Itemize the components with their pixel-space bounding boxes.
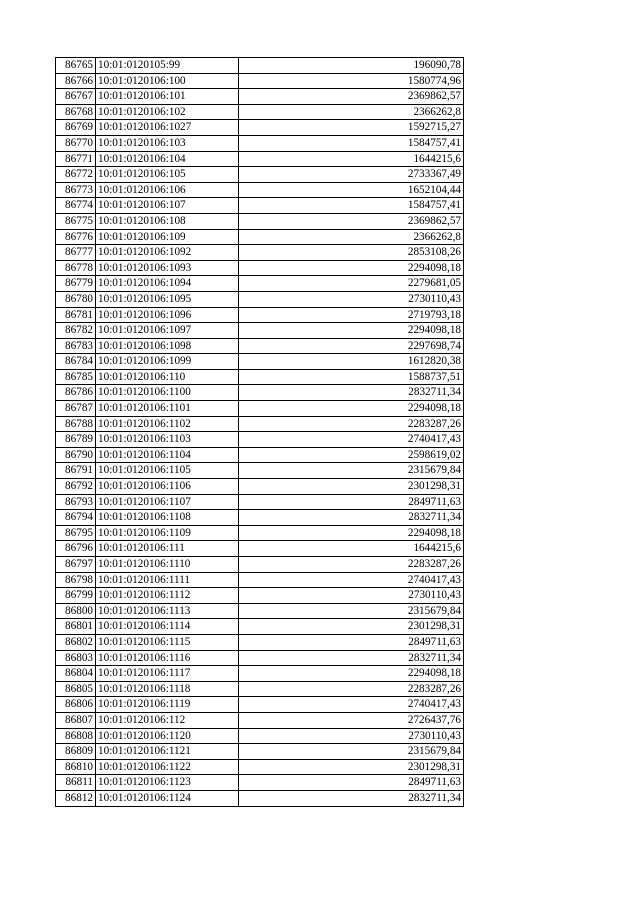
value-cell: 2740417,43	[239, 697, 464, 713]
value-cell: 2279681,05	[239, 276, 464, 292]
table-row	[56, 104, 464, 120]
row-number-cell: 86766	[56, 73, 96, 89]
row-number-cell: 86812	[56, 790, 96, 806]
cadastral-number-cell: 10:01:0120106:1102	[96, 416, 239, 432]
table-row	[56, 744, 464, 760]
cadastral-number-cell: 10:01:0120106:1098	[96, 338, 239, 354]
value-cell: 2832711,34	[239, 510, 464, 526]
table-row	[56, 619, 464, 635]
row-number-cell: 86805	[56, 681, 96, 697]
table-row	[56, 681, 464, 697]
data-table	[55, 57, 464, 807]
table-row	[56, 728, 464, 744]
cadastral-number-cell: 10:01:0120106:1111	[96, 572, 239, 588]
cadastral-number-cell: 10:01:0120106:104	[96, 151, 239, 167]
cadastral-number-cell: 10:01:0120105:99	[96, 58, 239, 74]
cadastral-number-cell: 10:01:0120106:1120	[96, 728, 239, 744]
table-row	[56, 525, 464, 541]
row-number-cell: 86774	[56, 198, 96, 214]
row-number-cell: 86780	[56, 291, 96, 307]
cadastral-number-cell: 10:01:0120106:1027	[96, 120, 239, 136]
row-number-cell: 86788	[56, 416, 96, 432]
row-number-cell: 86771	[56, 151, 96, 167]
table-row	[56, 432, 464, 448]
table-row	[56, 510, 464, 526]
value-cell: 1592715,27	[239, 120, 464, 136]
table-row	[56, 603, 464, 619]
cadastral-number-cell: 10:01:0120106:100	[96, 73, 239, 89]
row-number-cell: 86802	[56, 634, 96, 650]
row-number-cell: 86801	[56, 619, 96, 635]
cadastral-number-cell: 10:01:0120106:1100	[96, 385, 239, 401]
value-cell: 2853108,26	[239, 245, 464, 261]
row-number-cell: 86778	[56, 260, 96, 276]
table-row	[56, 557, 464, 573]
row-number-cell: 86784	[56, 354, 96, 370]
table-row	[56, 775, 464, 791]
row-number-cell: 86800	[56, 603, 96, 619]
value-cell: 2740417,43	[239, 572, 464, 588]
row-number-cell: 86793	[56, 494, 96, 510]
row-number-cell: 86790	[56, 447, 96, 463]
cadastral-number-cell: 10:01:0120106:101	[96, 89, 239, 105]
row-number-cell: 86776	[56, 229, 96, 245]
table-row	[56, 494, 464, 510]
value-cell: 2733367,49	[239, 167, 464, 183]
value-cell: 1588737,51	[239, 369, 464, 385]
value-cell: 2301298,31	[239, 619, 464, 635]
value-cell: 1584757,41	[239, 198, 464, 214]
value-cell: 2366262,8	[239, 104, 464, 120]
cadastral-number-cell: 10:01:0120106:102	[96, 104, 239, 120]
cadastral-number-cell: 10:01:0120106:1115	[96, 634, 239, 650]
value-cell: 2283287,26	[239, 681, 464, 697]
cadastral-number-cell: 10:01:0120106:108	[96, 213, 239, 229]
table-row	[56, 369, 464, 385]
value-cell: 2849711,63	[239, 775, 464, 791]
row-number-cell: 86806	[56, 697, 96, 713]
table-row	[56, 385, 464, 401]
table-row	[56, 89, 464, 105]
cadastral-number-cell: 10:01:0120106:112	[96, 712, 239, 728]
row-number-cell: 86799	[56, 588, 96, 604]
row-number-cell: 86809	[56, 744, 96, 760]
cadastral-number-cell: 10:01:0120106:1095	[96, 291, 239, 307]
value-cell: 2294098,18	[239, 666, 464, 682]
row-number-cell: 86810	[56, 759, 96, 775]
cadastral-number-cell: 10:01:0120106:1105	[96, 463, 239, 479]
table-row	[56, 354, 464, 370]
table-row	[56, 167, 464, 183]
cadastral-number-cell: 10:01:0120106:1110	[96, 557, 239, 573]
table-row	[56, 759, 464, 775]
row-number-cell: 86772	[56, 167, 96, 183]
cadastral-number-cell: 10:01:0120106:1124	[96, 790, 239, 806]
value-cell: 2598619,02	[239, 447, 464, 463]
value-cell: 2294098,18	[239, 260, 464, 276]
row-number-cell: 86797	[56, 557, 96, 573]
cadastral-number-cell: 10:01:0120106:1123	[96, 775, 239, 791]
value-cell: 2366262,8	[239, 229, 464, 245]
row-number-cell: 86782	[56, 323, 96, 339]
table-row	[56, 182, 464, 198]
value-cell: 2315679,84	[239, 603, 464, 619]
value-cell: 2315679,84	[239, 463, 464, 479]
row-number-cell: 86785	[56, 369, 96, 385]
value-cell: 2849711,63	[239, 634, 464, 650]
cadastral-number-cell: 10:01:0120106:1116	[96, 650, 239, 666]
cadastral-number-cell: 10:01:0120106:1093	[96, 260, 239, 276]
cadastral-number-cell: 10:01:0120106:111	[96, 541, 239, 557]
row-number-cell: 86811	[56, 775, 96, 791]
row-number-cell: 86767	[56, 89, 96, 105]
table-row	[56, 479, 464, 495]
value-cell: 1644215,6	[239, 541, 464, 557]
table-row	[56, 447, 464, 463]
table-row	[56, 712, 464, 728]
table-row	[56, 120, 464, 136]
value-cell: 2726437,76	[239, 712, 464, 728]
cadastral-number-cell: 10:01:0120106:1104	[96, 447, 239, 463]
value-cell: 2369862,57	[239, 213, 464, 229]
table-row	[56, 650, 464, 666]
cadastral-number-cell: 10:01:0120106:1112	[96, 588, 239, 604]
row-number-cell: 86807	[56, 712, 96, 728]
cadastral-number-cell: 10:01:0120106:1101	[96, 401, 239, 417]
table-row	[56, 213, 464, 229]
table-row	[56, 276, 464, 292]
row-number-cell: 86795	[56, 525, 96, 541]
row-number-cell: 86768	[56, 104, 96, 120]
cadastral-number-cell: 10:01:0120106:106	[96, 182, 239, 198]
table-body	[56, 58, 464, 807]
value-cell: 2283287,26	[239, 557, 464, 573]
value-cell: 1612820,38	[239, 354, 464, 370]
value-cell: 1580774,96	[239, 73, 464, 89]
row-number-cell: 86794	[56, 510, 96, 526]
table-row	[56, 666, 464, 682]
table-row	[56, 73, 464, 89]
row-number-cell: 86804	[56, 666, 96, 682]
row-number-cell: 86792	[56, 479, 96, 495]
row-number-cell: 86808	[56, 728, 96, 744]
row-number-cell: 86803	[56, 650, 96, 666]
row-number-cell: 86786	[56, 385, 96, 401]
cadastral-number-cell: 10:01:0120106:1113	[96, 603, 239, 619]
row-number-cell: 86789	[56, 432, 96, 448]
value-cell: 2294098,18	[239, 525, 464, 541]
table-row	[56, 401, 464, 417]
row-number-cell: 86781	[56, 307, 96, 323]
table-row	[56, 697, 464, 713]
value-cell: 2294098,18	[239, 401, 464, 417]
cadastral-number-cell: 10:01:0120106:1109	[96, 525, 239, 541]
cadastral-number-cell: 10:01:0120106:1121	[96, 744, 239, 760]
row-number-cell: 86779	[56, 276, 96, 292]
value-cell: 2315679,84	[239, 744, 464, 760]
row-number-cell: 86796	[56, 541, 96, 557]
table-row	[56, 151, 464, 167]
cadastral-number-cell: 10:01:0120106:1096	[96, 307, 239, 323]
value-cell: 1584757,41	[239, 135, 464, 151]
row-number-cell: 86791	[56, 463, 96, 479]
value-cell: 2730110,43	[239, 728, 464, 744]
cadastral-number-cell: 10:01:0120106:1092	[96, 245, 239, 261]
row-number-cell: 86773	[56, 182, 96, 198]
table-row	[56, 541, 464, 557]
cadastral-number-cell: 10:01:0120106:105	[96, 167, 239, 183]
table-row	[56, 198, 464, 214]
value-cell: 2832711,34	[239, 385, 464, 401]
table-row	[56, 245, 464, 261]
table-row	[56, 790, 464, 806]
cadastral-number-cell: 10:01:0120106:1097	[96, 323, 239, 339]
value-cell: 2301298,31	[239, 479, 464, 495]
table-row	[56, 634, 464, 650]
cadastral-number-cell: 10:01:0120106:1118	[96, 681, 239, 697]
cadastral-number-cell: 10:01:0120106:107	[96, 198, 239, 214]
value-cell: 2294098,18	[239, 323, 464, 339]
table-row	[56, 463, 464, 479]
row-number-cell: 86765	[56, 58, 96, 74]
cadastral-number-cell: 10:01:0120106:1119	[96, 697, 239, 713]
table-row	[56, 416, 464, 432]
cadastral-number-cell: 10:01:0120106:1122	[96, 759, 239, 775]
table-row	[56, 307, 464, 323]
row-number-cell: 86798	[56, 572, 96, 588]
cadastral-number-cell: 10:01:0120106:109	[96, 229, 239, 245]
value-cell: 2740417,43	[239, 432, 464, 448]
value-cell: 2719793,18	[239, 307, 464, 323]
cadastral-number-cell: 10:01:0120106:1103	[96, 432, 239, 448]
value-cell: 2730110,43	[239, 291, 464, 307]
value-cell: 2283287,26	[239, 416, 464, 432]
table-row	[56, 572, 464, 588]
value-cell: 2832711,34	[239, 650, 464, 666]
cadastral-number-cell: 10:01:0120106:1094	[96, 276, 239, 292]
cadastral-number-cell: 10:01:0120106:1114	[96, 619, 239, 635]
row-number-cell: 86769	[56, 120, 96, 136]
value-cell: 2297698,74	[239, 338, 464, 354]
value-cell: 196090,78	[239, 58, 464, 74]
value-cell: 2832711,34	[239, 790, 464, 806]
cadastral-number-cell: 10:01:0120106:110	[96, 369, 239, 385]
value-cell: 2301298,31	[239, 759, 464, 775]
cadastral-number-cell: 10:01:0120106:1106	[96, 479, 239, 495]
cadastral-number-cell: 10:01:0120106:1117	[96, 666, 239, 682]
table-row	[56, 260, 464, 276]
cadastral-number-cell: 10:01:0120106:1099	[96, 354, 239, 370]
table-row	[56, 323, 464, 339]
row-number-cell: 86783	[56, 338, 96, 354]
table-row	[56, 291, 464, 307]
row-number-cell: 86777	[56, 245, 96, 261]
value-cell: 2849711,63	[239, 494, 464, 510]
row-number-cell: 86770	[56, 135, 96, 151]
cadastral-number-cell: 10:01:0120106:103	[96, 135, 239, 151]
row-number-cell: 86787	[56, 401, 96, 417]
cadastral-number-cell: 10:01:0120106:1108	[96, 510, 239, 526]
table-row	[56, 338, 464, 354]
row-number-cell: 86775	[56, 213, 96, 229]
table-row	[56, 58, 464, 74]
value-cell: 1644215,6	[239, 151, 464, 167]
table-row	[56, 588, 464, 604]
table-row	[56, 229, 464, 245]
value-cell: 2730110,43	[239, 588, 464, 604]
table-row	[56, 135, 464, 151]
value-cell: 2369862,57	[239, 89, 464, 105]
value-cell: 1652104,44	[239, 182, 464, 198]
cadastral-number-cell: 10:01:0120106:1107	[96, 494, 239, 510]
